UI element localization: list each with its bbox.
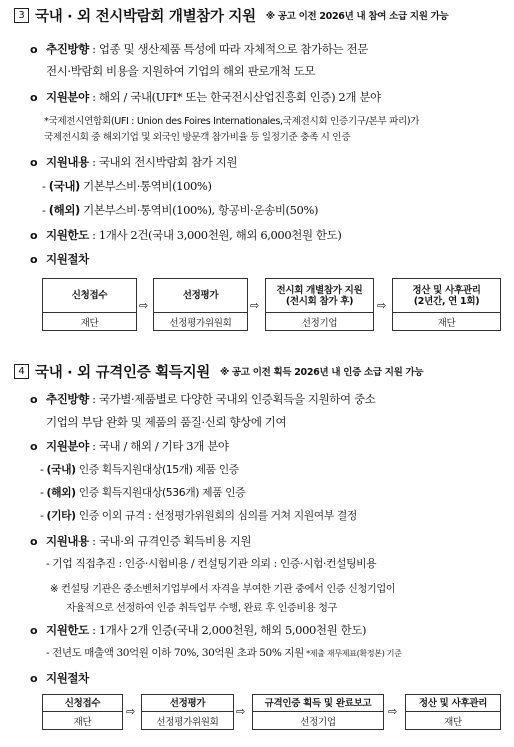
arrow-right-icon: ⇨ (377, 299, 387, 312)
s4-content-sub: - 기업 직접추진 : 인증·시험비용 / 컨설팅기관 의뢰 : 인증·시험·컨설팅비용 (46, 557, 377, 570)
arrow-right-icon: ⇨ (126, 705, 136, 718)
s4-domestic: - (국내) 인증 획득지원대상(15개) 제품 인증 (40, 463, 239, 476)
arrow-right-icon: ⇨ (250, 299, 260, 312)
section3-note: ※ 공고 이전 2026년 내 참여 소급 지원 가능 (265, 11, 449, 22)
s4-limit: o 지원한도 : 1개사 2개 인증(국내 2,000천원, 해외 5,000천원 한도) (30, 623, 367, 637)
bullet-icon: o (30, 672, 38, 685)
bullet-icon: o (30, 440, 38, 453)
s3-field: o 지원분야 : 해외 / 국내(UFI* 또는 한국전시산업진흥회 인증) 2개 분야 (30, 90, 381, 104)
section4-heading (14, 361, 423, 381)
s3-procedure: o 지원절차 (30, 252, 89, 266)
s4-direction-cont: 기업의 부담 완화 및 제품의 품질·신뢰 향상에 기여 (46, 415, 287, 429)
s4-limit-sub: - 전년도 매출액 30억원 이하 70%, 30억원 초과 50% 지원 *제출 재무제표(확정본) 기준 (46, 647, 402, 659)
arrow-right-icon: ⇨ (388, 705, 398, 718)
s3-overseas: - (해외) 기본부스비·통역비(100%), 항공비·운송비(50%) (42, 203, 319, 217)
s3-ufi-note-2: 국제전시회 중 해외기업 및 외국인 방문객 참가비율 등 일정기준 충족 시 인증 (44, 132, 351, 143)
section4-title: 국내 · 외 규격인증 획득지원 (35, 364, 210, 381)
section3-title: 국내 · 외 전시박람회 개별참가 지원 (35, 8, 256, 25)
s4-step-settlement: 정산 및 사후관리 재단 (405, 694, 501, 730)
s3-ufi-note-1: *국제전시연합회(UFI : Union des Foires Internationales,국제전시회 인증기구/본부 파리)가 (44, 116, 420, 127)
bullet-icon: o (30, 253, 38, 266)
bullet-icon: o (30, 91, 38, 104)
s4-direction: o 추진방향 : 국가별·제품별로 다양한 국내외 인증획득을 지원하여 중소 (30, 392, 376, 406)
s4-consult-note-2: 자율적으로 선정하여 인증 취득업무 수행, 완료 후 인증비용 청구 (66, 603, 338, 614)
s3-direction: o 추진방향 : 업종 및 생산제품 특성에 따라 자체적으로 참가하는 전문 (30, 42, 368, 56)
arrow-right-icon: ⇨ (139, 299, 149, 312)
s4-consult-note-1: ※ 컨설팅 기관은 중소벤처기업부에서 자격을 부여한 기관 중에서 인증 신청기업이 (50, 584, 396, 595)
bullet-icon: o (30, 156, 38, 169)
bullet-icon: o (30, 624, 38, 637)
bullet-icon: o (30, 43, 38, 56)
section3-heading (14, 5, 448, 25)
s3-step-evaluation: 선정평가 선정평가위원회 (153, 278, 248, 331)
s3-step-support: 전시회 개별참가 지원 (전시회 참가 후) 선정기업 (265, 278, 374, 331)
s4-field: o 지원분야 : 국내 / 해외 / 기타 3개 분야 (30, 439, 229, 453)
s3-step-apply: 신청접수 재단 (42, 278, 137, 331)
bullet-icon: o (30, 229, 38, 242)
s3-domestic: - (국내) 기본부스비·통역비(100%) (42, 179, 212, 193)
section3-number: 3 (14, 8, 29, 23)
s3-content: o 지원내용 : 국내외 전시박람회 참가 지원 (30, 155, 238, 169)
s4-procedure: o 지원절차 (30, 671, 89, 685)
s3-limit: o 지원한도 : 1개사 2건(국내 3,000천원, 해외 6,000천원 한도) (30, 228, 342, 242)
arrow-right-icon: ⇨ (236, 705, 246, 718)
s3-direction-cont: 전시·박람회 비용을 지원하여 기업의 해외 판로개척 도모 (46, 64, 316, 78)
s4-overseas: - (해외) 인증 획득지원대상(536개) 제품 인증 (40, 486, 246, 499)
s4-step-apply: 신청접수 재단 (42, 694, 123, 730)
s4-step-evaluation: 선정평가 선정평가위원회 (141, 694, 234, 730)
s4-step-certification: 규격인증 획득 및 완료보고 선정기업 (252, 694, 384, 730)
s3-step-settlement: 정산 및 사후관리 (2년간, 연 1회) 재단 (392, 278, 501, 331)
section4-number: 4 (14, 364, 29, 379)
bullet-icon: o (30, 535, 38, 548)
s4-other: - (기타) 인증 이외 규격 : 선정평가위원회의 심의를 거쳐 지원여부 결정 (40, 509, 357, 522)
bullet-icon: o (30, 393, 38, 406)
s4-content: o 지원내용 : 국내·외 규격인증 획득비용 지원 (30, 534, 252, 548)
section4-note: ※ 공고 이전 획득 2026년 내 인증 소급 지원 가능 (219, 367, 424, 378)
